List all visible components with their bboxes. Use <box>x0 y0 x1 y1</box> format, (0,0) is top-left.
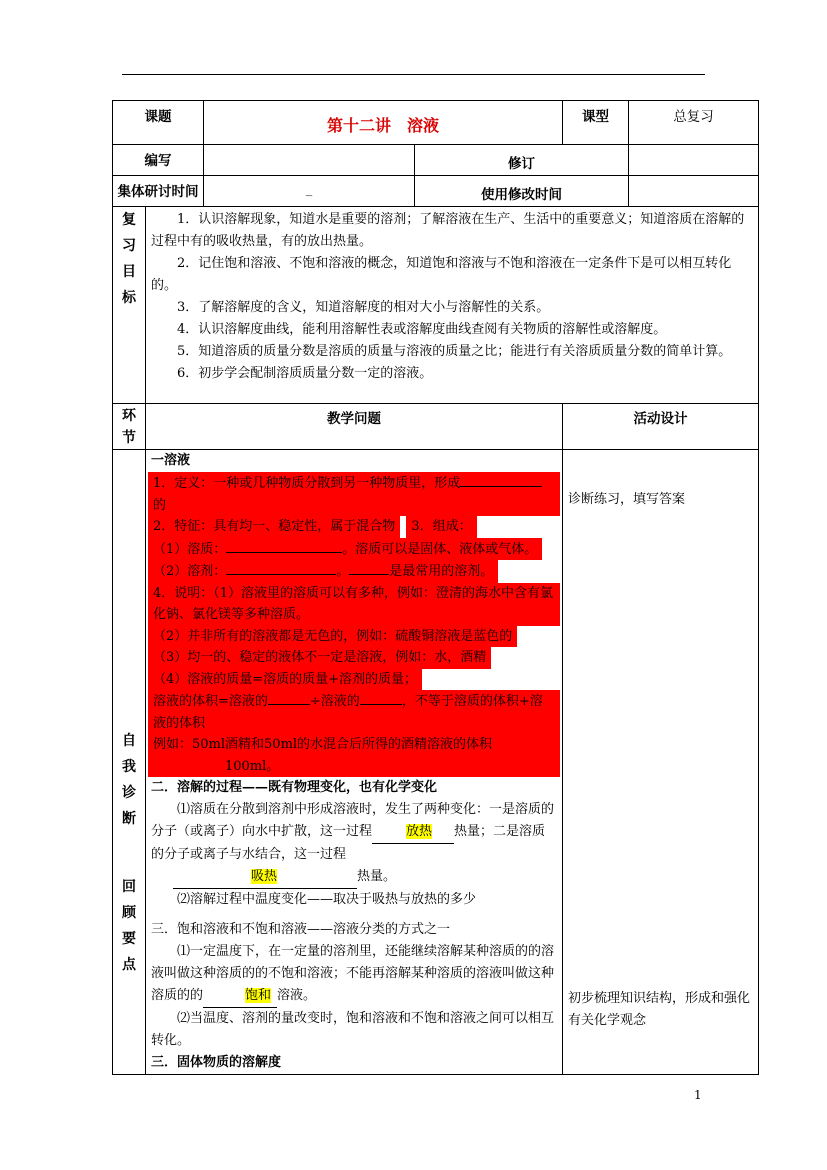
highlight-line: 3．组成： <box>406 516 476 538</box>
fill-answer <box>372 821 454 844</box>
research-time-value: _ <box>204 176 415 207</box>
highlight-line: （4）溶液的质量=溶质的质量+溶剂的质量； <box>148 669 422 691</box>
goals-content <box>146 207 759 404</box>
answer-text: 放热 <box>406 824 433 839</box>
fill-answer <box>203 985 277 1008</box>
side-char: 断 <box>122 811 136 827</box>
header-rule <box>122 74 705 75</box>
goals-char: 目 <box>122 264 136 280</box>
highlight-line <box>148 560 498 583</box>
lesson-title: 第十二讲 溶液 <box>326 116 439 135</box>
paragraph <box>146 799 562 889</box>
fill-answer <box>173 866 357 889</box>
label-type: 课型 <box>563 101 629 145</box>
text-span: ，不等于溶质的体积+溶液的体积 <box>153 694 543 731</box>
text-span: （2）溶剂： <box>153 564 227 579</box>
text-span: 例如：50ml酒精和50ml的水混合后所得的酒精溶液的体积 <box>153 737 493 752</box>
highlight-line <box>148 472 560 516</box>
label-topic: 课题 <box>113 101 204 145</box>
section-4-title: 三．固体物质的溶解度 <box>151 1055 282 1070</box>
section-1-title: 一溶液 <box>151 453 191 468</box>
problems-header: 教学问题 <box>146 404 563 450</box>
text-span: 100ml。 <box>225 758 280 774</box>
text-span: 溶液的体积=溶液的 <box>153 694 268 709</box>
highlight-line: （3）均一的、稳定的液体不一定是溶液，例如：水，酒精 <box>148 647 491 669</box>
body-side-label <box>113 450 146 1075</box>
highlight-line <box>148 690 560 734</box>
editor-value <box>204 145 415 176</box>
type-value: 总复习 <box>629 101 759 145</box>
text-span: 是最常用的溶剂。 <box>389 564 494 579</box>
blank <box>349 560 389 575</box>
paragraph: ⑵溶解过程中温度变化——取决于吸热与放热的多少 <box>177 892 477 907</box>
goal-item: 3．了解溶解度的含义，知道溶解度的相对大小与溶解性的关系。 <box>177 300 550 315</box>
goals-side-label <box>113 207 146 404</box>
goals-char: 习 <box>122 238 136 254</box>
label-editor: 编写 <box>113 145 204 176</box>
problems-content <box>146 450 563 1075</box>
answer-text: 饱和 <box>245 988 272 1003</box>
revise-value <box>629 145 759 176</box>
goal-item: 6．初步学会配制溶质质量分数一定的溶液。 <box>177 366 433 381</box>
activity-content <box>563 450 759 1075</box>
text-span: 。 <box>336 564 350 579</box>
highlight-line: 4．说明：（1）溶液里的溶质可以有多种，例如：澄清的海水中含有氯化钠、氯化镁等多种溶质。 <box>148 583 560 626</box>
highlight-line <box>148 538 542 561</box>
section-2-title: 二．溶解的过程——既有物理变化，也有化学变化 <box>151 780 438 795</box>
answer-text: 吸热 <box>251 869 278 884</box>
goals-char: 标 <box>122 290 136 306</box>
highlight-line: 2．特征：具有均一、稳定性，属于混合物 <box>148 516 400 538</box>
text-span: （1）溶质： <box>153 541 227 557</box>
text-span: ÷溶液的 <box>309 694 360 709</box>
section-3-title: 三．饱和溶液和不饱和溶液——溶液分类的方式之一 <box>151 922 451 937</box>
stage-char: 环 <box>122 408 136 424</box>
highlight-line <box>148 734 560 777</box>
goals-char: 复 <box>122 212 136 228</box>
goal-item: 2．记住饱和溶液、不饱和溶液的概念，知道饱和溶液与不饱和溶液在一定条件下是可以相互转化的。 <box>151 256 732 293</box>
goal-item: 1．认识溶解现象，知道水是重要的溶剂；了解溶液在生产、生活中的重要意义；知道溶质在溶解的过程中有的吸收热量，有的放出热量。 <box>151 212 745 249</box>
side-char: 我 <box>122 759 136 775</box>
lesson-title-cell <box>204 101 563 145</box>
side-char: 要 <box>122 931 136 947</box>
side-char: 回 <box>122 879 136 895</box>
goal-item: 5．知道溶质的质量分数是溶质的质量与溶液的质量之比；能进行有关溶质质量分数的简单计算。 <box>177 344 732 359</box>
text-span: 的 <box>153 497 167 513</box>
activity-1: 诊断练习，填写答案 <box>568 492 686 507</box>
text-span: ⑴溶质在分散到溶剂中形成溶液时，发生了两种变化：一是溶质的分子（或离子）向水中扩散，这一过程 <box>151 802 555 839</box>
label-use-time: 使用修改时间 <box>415 176 629 207</box>
blank <box>226 538 342 553</box>
side-char: 顾 <box>122 905 136 921</box>
lesson-plan-table <box>112 100 759 1075</box>
blank <box>360 690 402 705</box>
text-span: 溶液。 <box>277 988 317 1003</box>
activity-2: 初步梳理知识结构，形成和强化有关化学观念 <box>568 991 751 1028</box>
text-span: 1．定义：一种或几种物质分散到另一种物质里，形成 <box>153 476 461 491</box>
activity-header: 活动设计 <box>563 404 759 450</box>
side-char: 诊 <box>122 785 136 801</box>
stage-char: 节 <box>122 430 136 446</box>
text-span: 热量；二是溶质的分子或离子与水结合，这一过程 <box>151 824 546 862</box>
page-number: 1 <box>694 1088 702 1102</box>
side-char: 自 <box>122 733 136 749</box>
blank <box>268 690 310 705</box>
blank <box>460 472 542 487</box>
stage-header <box>113 404 146 450</box>
text-span: ⑴一定温度下，在一定量的溶剂里，还能继续溶解某种溶质的的溶液叫做这种溶质的的不饱和溶液；不能再溶解某种溶质的溶液叫做这种溶质的的 <box>151 944 555 1003</box>
side-char: 点 <box>122 957 136 973</box>
text-span: 。溶质可以是固体、液体或气体。 <box>342 541 538 557</box>
paragraph: ⑵当温度、溶剂的量改变时，饱和溶液和不饱和溶液之间可以相互转化。 <box>151 1011 555 1048</box>
blank <box>226 560 336 575</box>
label-revise: 修订 <box>415 145 629 176</box>
goal-item: 4．认识溶解度曲线，能利用溶解性表或溶解度曲线查阅有关物质的溶解性或溶解度。 <box>177 322 667 337</box>
label-research-time: 集体研讨时间 <box>113 176 204 207</box>
text-span: 热量。 <box>357 869 397 884</box>
use-time-value <box>629 176 759 207</box>
highlight-line: （2）并非所有的溶液都是无色的，例如：硫酸铜溶液是蓝色的 <box>148 626 517 648</box>
paragraph <box>146 941 562 1008</box>
